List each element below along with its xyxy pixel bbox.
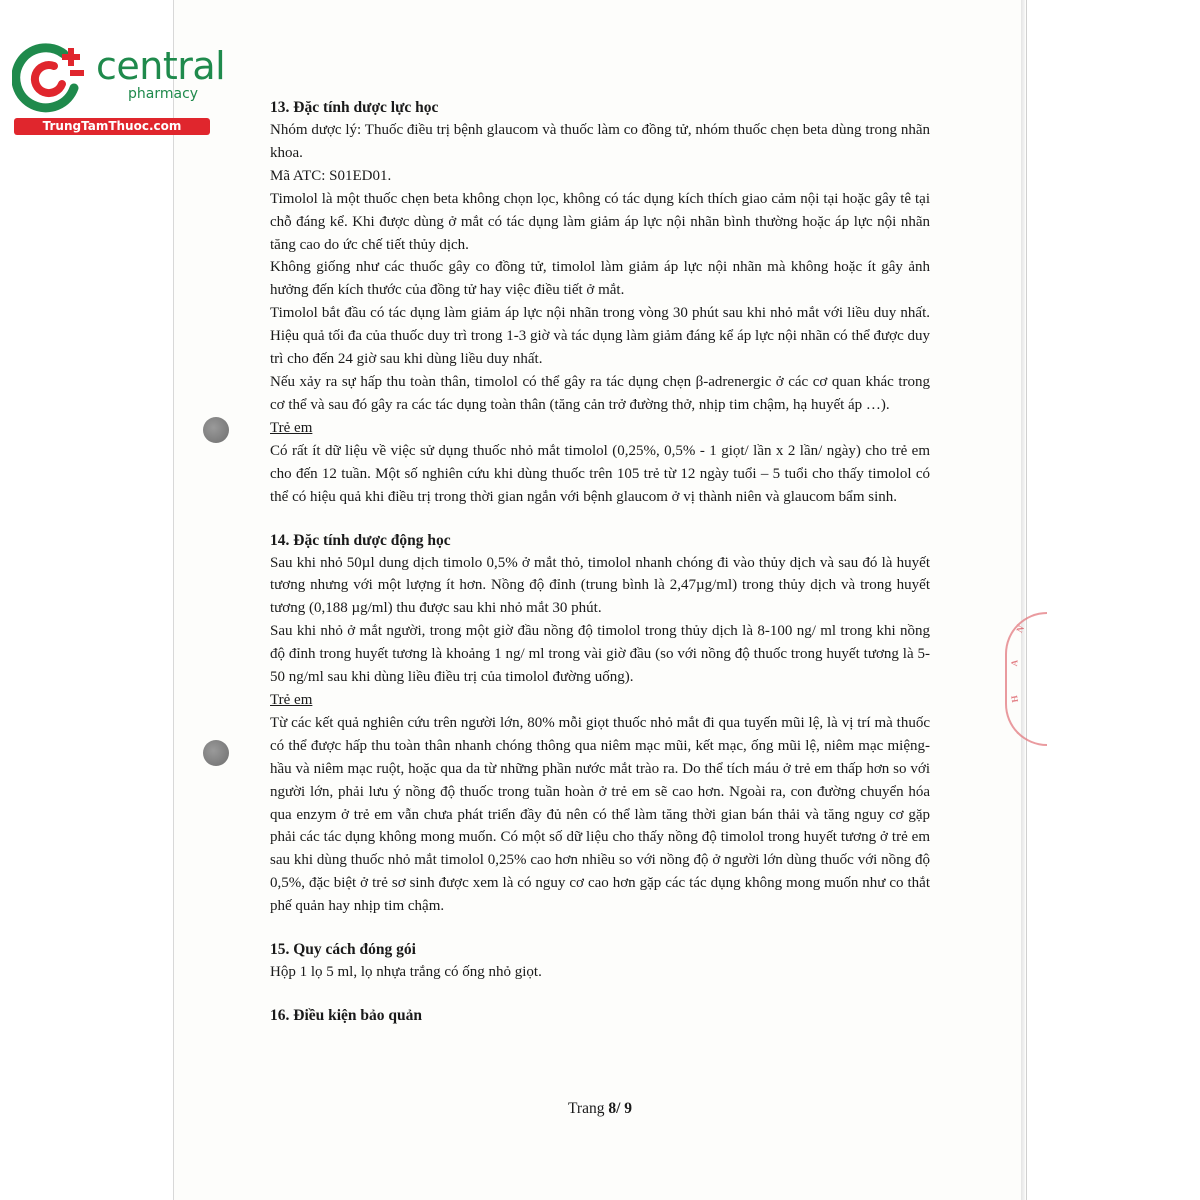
section-15 [270, 938, 930, 984]
logo-subtitle: pharmacy [128, 86, 199, 102]
punch-hole-bottom [203, 740, 229, 766]
sub-heading: Trẻ em [270, 691, 313, 708]
paragraph: Timolol bắt đầu có tác dụng làm giảm áp lực nội nhãn trong vòng 30 phút sau khi nhỏ mắt với liều duy nhất. Hiệu quả tối đa của thuốc duy trì trong 1-3 giờ và tác dụng làm giảm đáng kể áp lực nội nhãn có thể được duy trì cho đến 24 giờ sau khi dùng liều duy nhất. [270, 305, 930, 368]
page-label: Trang [567, 1100, 605, 1117]
punch-hole-top [203, 417, 229, 443]
section-heading: 16. Điều kiện bảo quản [270, 1007, 423, 1024]
paragraph: Timolol là một thuốc chẹn beta không chọn lọc, không có tác dụng kích thích giao cảm nội tại hoặc gây tê tại chỗ đáng kể. Khi được dùng ở mắt có tác dụng làm giảm áp lực nội nhãn bình thường hoặc áp lực nội nhãn tăng cao do ức chế tiết thủy dịch. [270, 190, 930, 253]
section-13 [270, 96, 930, 509]
document-body [270, 96, 930, 1047]
paragraph: Nếu xảy ra sự hấp thu toàn thân, timolol có thể gây ra tác dụng chẹn β-adrenergic ở các cơ quan khác trong cơ thể và sau đó gây ra các tác dụng toàn thân (tăng cản trở đường thở, nhịp tim chậm, hạ huyết áp …). [270, 373, 930, 413]
page-edge-shadow [1021, 0, 1025, 1200]
pharmacy-cross-icon [12, 40, 86, 114]
section-heading: 13. Đặc tính dược lực học [270, 99, 439, 116]
sub-heading: Trẻ em [270, 419, 313, 436]
paragraph: Từ các kết quả nghiên cứu trên người lớn, 80% mỗi giọt thuốc nhỏ mắt đi qua tuyến mũi lệ, là vị trí mà thuốc có thể được hấp thu toàn thân nhanh chóng thông qua niêm mạc mũi, kết mạc, ống mũi lệ, niêm mạc miệng-hầu và niêm mạc ruột, hoặc qua da từ những phần nước mắt trào ra. Do thể tích máu ở trẻ em thấp hơn so với người lớn, phải lưu ý nồng độ thuốc trong tuần hoàn ở trẻ em sẽ cao hơn. Ngoài ra, con đường chuyển hóa qua enzym ở trẻ em vẫn chưa phát triển đầy đủ nên có thể làm tăng thời gian bán thải và tăng nguy cơ gặp phải các tác dụng không mong muốn. Có một số dữ liệu cho thấy nồng độ timolol trong huyết tương ở trẻ em sau khi dùng thuốc nhỏ mắt timolol 0,25% cao hơn nhiều so với nồng độ ở người lớn dùng thuốc với nồng độ 0,5%, đặc biệt ở trẻ sơ sinh được xem là có nguy cơ cao hơn gặp các tác dụng không mong muốn như co thắt phế quản hay nhịp tim chậm. [270, 714, 930, 915]
page-number: 8/ 9 [608, 1100, 633, 1117]
logo-website-url[interactable]: TrungTamThuoc.com [14, 118, 210, 135]
red-stamp-partial: N A H [1005, 612, 1047, 746]
section-14 [270, 529, 930, 919]
paragraph: Hộp 1 lọ 5 ml, lọ nhựa trắng có ống nhỏ giọt. [270, 964, 542, 981]
paragraph: Mã ATC: S01ED01. [270, 167, 392, 184]
paragraph: Không giống như các thuốc gây co đồng tử, timolol làm giảm áp lực nội nhãn mà không hoặc ít gây ảnh hưởng đến kích thước của đồng tử hay việc điều tiết ở mắt. [270, 259, 930, 299]
paragraph: Sau khi nhỏ ở mắt người, trong một giờ đầu nồng độ timolol trong thủy dịch là 8-100 ng/ ml trong khi nồng độ đỉnh trong huyết tương là khoảng 1 ng/ ml trong vài giờ đầu (so với nồng độ thuốc trong huyết tương là 5-50 ng/ml sau khi dùng liều điều trị của timolol đường uống). [270, 623, 930, 686]
logo-brand-name: central [96, 44, 226, 88]
section-heading: 15. Quy cách đóng gói [270, 941, 416, 959]
paragraph: Có rất ít dữ liệu về việc sử dụng thuốc nhỏ mắt timolol (0,25%, 0,5% - 1 giọt/ lần x 2 lần/ ngày) cho trẻ em cho đến 12 tuần. Một số nghiên cứu khi dùng thuốc trên 105 trẻ từ 12 ngày tuổi – 5 tuổi cho thấy timolol có thể có hiệu quả khi điều trị trong thời gian ngắn với bệnh glaucom ở vị thành niên và glaucom bẩm sinh. [270, 442, 930, 505]
central-pharmacy-logo[interactable] [10, 38, 226, 138]
paragraph: Nhóm dược lý: Thuốc điều trị bệnh glaucom và thuốc làm co đồng tử, nhóm thuốc chẹn beta dùng trong nhãn khoa. [270, 122, 930, 161]
page-footer [0, 1100, 1200, 1118]
paragraph: Sau khi nhỏ 50µl dung dịch timolo 0,5% ở mắt thỏ, timolol nhanh chóng đi vào thủy dịch và sau đó là huyết tương nhưng với một lượng ít hơn. Nồng độ đỉnh (trung bình là 2,47µg/ml) trong thủy dịch và trong huyết tương (0,188 µg/ml) thu được sau khi nhỏ mắt 30 phút. [270, 554, 930, 617]
section-heading: 14. Đặc tính dược động học [270, 531, 451, 549]
section-16 [270, 1004, 930, 1027]
